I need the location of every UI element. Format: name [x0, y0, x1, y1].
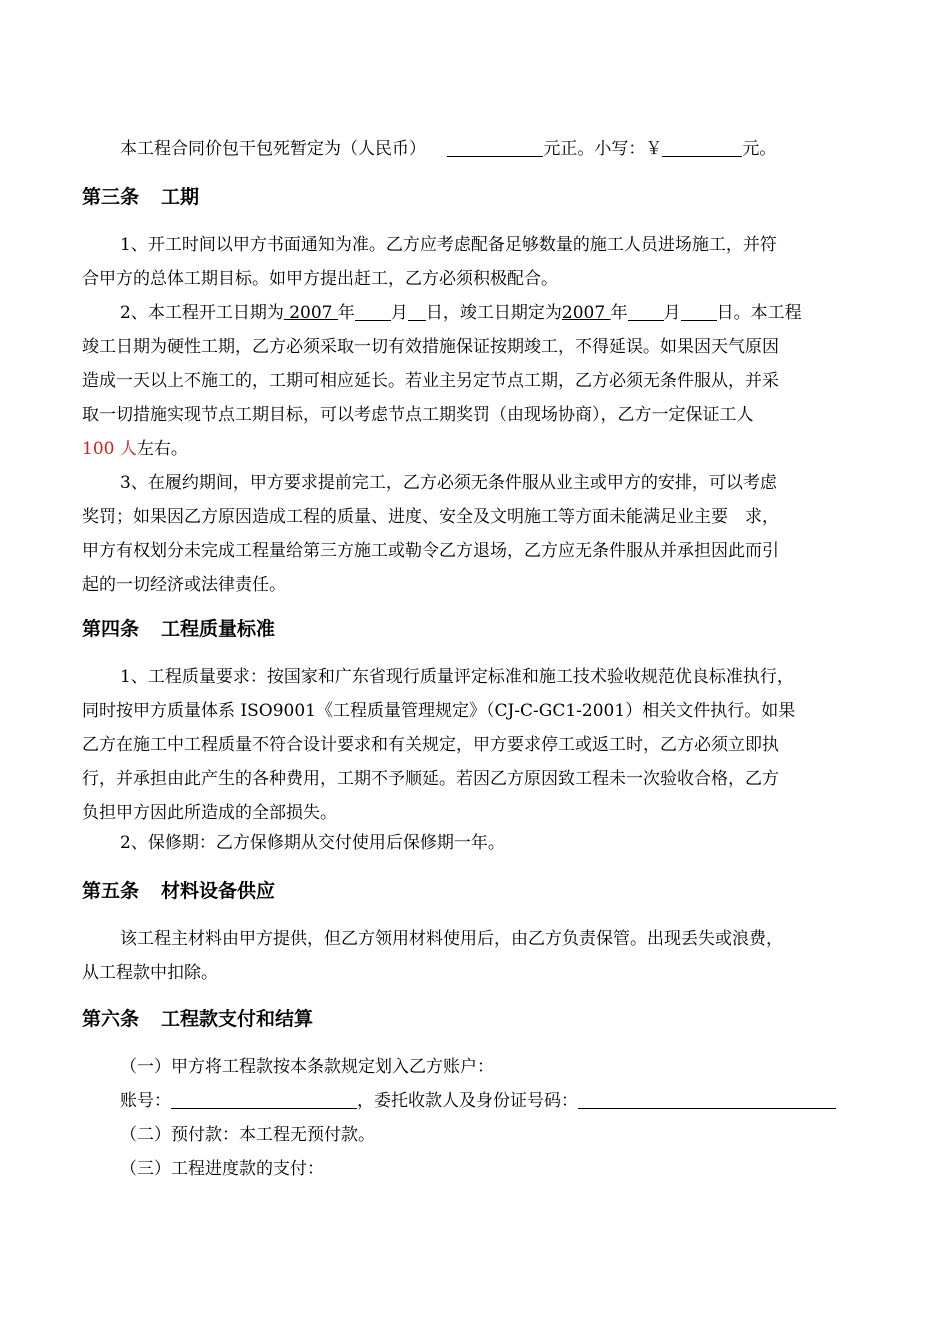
sec4-p1-line2: 同时按甲方质量体系 ISO9001《工程质量管理规定》（CJ-C-GC1-2001）相关文件执行。如果	[82, 701, 796, 721]
section-4-title: 工程质量标准	[161, 618, 276, 640]
sec6-item-3: （三）工程进度款的支付：	[120, 1159, 324, 1179]
price-figure-blank	[662, 136, 742, 157]
section-5-heading	[82, 874, 275, 908]
contract-price-line	[120, 132, 776, 166]
section-6-number: 第六条	[82, 1008, 140, 1030]
section-3-title: 工期	[161, 186, 200, 208]
start-year: 2007	[283, 303, 338, 323]
section-4-heading	[82, 612, 275, 646]
section-6-heading	[82, 1002, 313, 1036]
sec4-p1-line5: 负担甲方因此所造成的全部损失。	[82, 803, 337, 823]
sec3-p1-line1: 1、开工时间以甲方书面通知为准。乙方应考虑配备足够数量的施工人员进场施工，并符	[120, 235, 777, 255]
sec3-p2-line2: 竣工日期为硬性工期，乙方必须采取一切有效措施保证按期竣工，不得延误。如果因天气原因	[82, 337, 779, 357]
month-char-2: 月	[663, 303, 681, 323]
sec3-p2-line5	[82, 432, 188, 466]
section-4-number: 第四条	[82, 618, 140, 640]
sec4-p2: 2、保修期：乙方保修期从交付使用后保修期一年。	[120, 833, 505, 853]
sec3-p2-line3: 造成一天以上不施工的，工期可相应延长。若业主另定节点工期，乙方必须无条件服从，并采	[82, 371, 779, 391]
account-label: 账号：	[120, 1091, 171, 1111]
sec6-item-1: （一）甲方将工程款按本条款规定划入乙方账户：	[120, 1057, 494, 1077]
month-char-1: 月	[390, 303, 408, 323]
sec6-item-2: （二）预付款：本工程无预付款。	[120, 1125, 375, 1145]
workers-count: 100 人	[82, 439, 137, 459]
section-6-title: 工程款支付和结算	[161, 1008, 314, 1030]
yuan-zheng-text: 元正。小写：￥	[543, 139, 663, 159]
section-5-title: 材料设备供应	[161, 880, 276, 902]
end-year: 2007	[561, 303, 611, 323]
end-month-blank	[628, 300, 664, 321]
agent-id-blank	[578, 1088, 836, 1109]
end-date-label: 日，竣工日期定为	[425, 303, 562, 323]
sec5-p1-line2: 从工程款中扣除。	[82, 963, 218, 983]
sec3-p3-line4: 起的一切经济或法律责任。	[82, 575, 286, 595]
end-day-blank	[681, 300, 717, 321]
section-5-number: 第五条	[82, 880, 140, 902]
sec4-p1-line3: 乙方在施工中工程质量不符合设计要求和有关规定，甲方要求停工或返工时，乙方必须立即执	[82, 735, 779, 755]
section-3-heading	[82, 180, 199, 214]
sec5-p1-line1: 该工程主材料由甲方提供，但乙方领用材料使用后，由乙方负责保管。出现丢失或浪费，	[120, 929, 783, 949]
start-month-blank	[355, 300, 391, 321]
sec3-p3-line1: 3、在履约期间，甲方要求提前完工，乙方必须无条件服从业主或甲方的安排，可以考虑	[120, 473, 777, 493]
sec3-p2-line1-end: 日。本工程	[716, 303, 802, 323]
sec6-account-line	[120, 1084, 836, 1118]
price-words-blank	[447, 136, 543, 157]
sec4-p1-line1: 1、工程质量要求：按国家和广东省现行质量评定标准和施工技术验收规范优良标准执行，	[120, 667, 794, 687]
sec3-p1-line2: 合甲方的总体工期目标。如甲方提出赶工，乙方必须积极配合。	[82, 269, 558, 289]
yuan-text: 元。	[742, 139, 777, 159]
start-day-blank	[408, 300, 426, 321]
sec3-p2-line1	[120, 296, 802, 330]
year-char-2: 年	[610, 303, 628, 323]
start-date-label: 2、本工程开工日期为	[120, 303, 284, 323]
agent-label: ，委托收款人及身份证号码：	[357, 1091, 578, 1111]
sec3-p2-line4: 取一切措施实现节点工期目标，可以考虑节点工期奖罚（由现场协商），乙方一定保证工人	[82, 405, 754, 425]
sec4-p1-line4: 行，并承担由此产生的各种费用，工期不予顺延。若因乙方原因致工程未一次验收合格，乙方	[82, 769, 779, 789]
sec3-p3-line2: 奖罚；如果因乙方原因造成工程的质量、进度、安全及文明施工等方面未能满足业主要 求，	[82, 507, 779, 527]
workers-suffix: 左右。	[136, 439, 188, 459]
account-number-blank	[171, 1088, 357, 1109]
year-char-1: 年	[337, 303, 355, 323]
contract-price-text: 本工程合同价包干包死暂定为（人民币）	[120, 139, 426, 159]
section-3-number: 第三条	[82, 186, 140, 208]
sec3-p3-line3: 甲方有权划分未完成工程量给第三方施工或勒令乙方退场，乙方应无条件服从并承担因此而引	[82, 541, 779, 561]
